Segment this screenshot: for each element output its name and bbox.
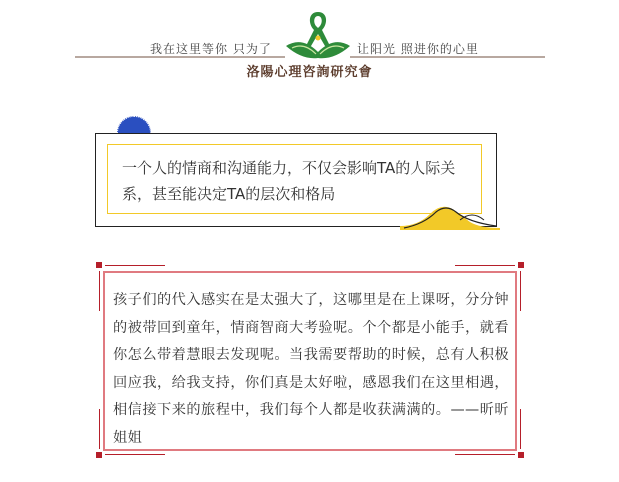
frame-line [105,454,165,455]
frame-corner [518,452,524,458]
slogan-left: 我在这里等你 只为了 [150,42,272,56]
frame-line [520,271,521,311]
header-divider-left [75,56,285,58]
frame-line [105,265,165,266]
frame-line [455,265,515,266]
blue-semicircle-icon [117,116,153,134]
frame-line [455,454,515,455]
frame-corner [96,452,102,458]
testimonial-text: 孩子们的代入感实在是太强大了，这哪里是在上课呀，分分钟的被带回到童年，情商智商大考验呢。个个都是小能手，就看你怎么带着慧眼去发现呢。当我需要帮助的时候，总有人积极回应我，给我支持，你们真是太好啦，感恩我们在这里相遇，相信接下来的旅程中，我们每个人都是收获满满的。——昕昕姐姐 [113,292,509,446]
ribbon-logo-icon [282,8,354,60]
header [0,0,619,80]
frame-line [99,271,100,311]
org-name: 洛陽心理咨詢研究會 [246,65,373,80]
frame-corner [518,262,524,268]
frame-corner [96,262,102,268]
frame-line [99,409,100,449]
slogan-right: 让阳光 照进你的心里 [357,42,479,56]
frame-line [520,409,521,449]
quote-text: 一个人的情商和沟通能力，不仅会影响TA的人际关系，甚至能决定TA的层次和格局 [122,159,456,203]
wave-decoration-icon [400,200,500,230]
